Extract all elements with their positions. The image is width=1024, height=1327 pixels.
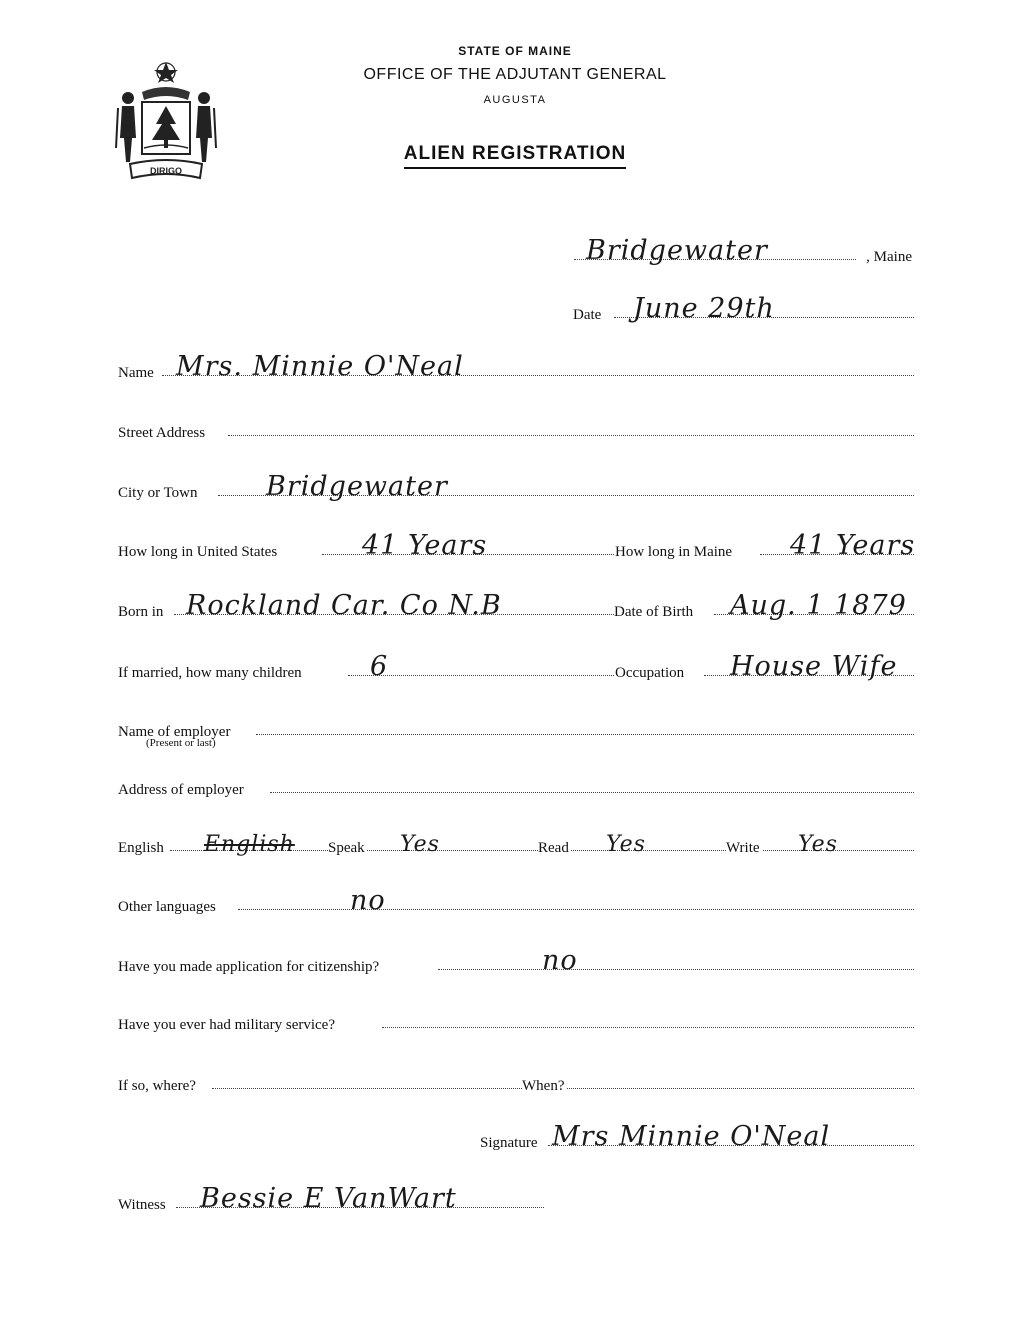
witness-value[interactable]: Bessie E VanWart <box>200 1183 457 1214</box>
signature-label: Signature <box>480 1135 538 1151</box>
born-value[interactable]: Rockland Car. Co N.B <box>186 590 502 621</box>
signature-row <box>118 1121 914 1154</box>
children-value[interactable]: 6 <box>370 651 389 682</box>
us-value[interactable]: 41 Years <box>362 530 488 561</box>
date-value: June 29th <box>633 293 775 324</box>
military-row <box>118 1006 914 1036</box>
born-label: Born in <box>118 604 164 620</box>
us-label: How long in United States <box>118 544 278 560</box>
employer-address-label: Address of employer <box>118 782 244 798</box>
other-languages-row <box>118 885 914 918</box>
occupation-value[interactable]: House Wife <box>730 651 898 682</box>
name-value[interactable]: Mrs. Minnie O'Neal <box>176 351 464 382</box>
city-value[interactable]: Bridgewater <box>266 471 448 502</box>
date-row <box>118 293 914 326</box>
service-detail-row <box>118 1067 914 1097</box>
other-languages-value[interactable]: no <box>350 885 386 916</box>
read-value[interactable]: Yes <box>606 832 646 857</box>
street-label: Street Address <box>118 425 206 441</box>
place-row <box>118 235 914 268</box>
read-label: Read <box>538 840 569 856</box>
write-value[interactable]: Yes <box>798 832 838 857</box>
employer-label: Name of employer <box>118 724 231 740</box>
header-city: AUGUSTA <box>483 94 547 106</box>
place-value: Bridgewater <box>586 235 768 266</box>
children-label: If married, how many children <box>118 665 302 681</box>
when-label: When? <box>522 1078 565 1094</box>
dob-value[interactable]: Aug. 1 1879 <box>730 590 907 621</box>
speak-value[interactable]: Yes <box>400 832 440 857</box>
english-row <box>118 829 914 859</box>
where-label: If so, where? <box>118 1078 196 1094</box>
employer-sublabel: (Present or last) <box>146 737 216 749</box>
header-state: STATE OF MAINE <box>458 44 572 58</box>
date-label: Date <box>573 307 602 323</box>
witness-label: Witness <box>118 1197 166 1213</box>
english-value[interactable]: English <box>204 832 295 857</box>
form-title-text: ALIEN REGISTRATION <box>404 143 626 169</box>
form-title <box>330 143 700 165</box>
maine-value[interactable]: 41 Years <box>790 530 916 561</box>
other-languages-label: Other languages <box>118 899 216 915</box>
maine-state-seal-icon <box>112 58 220 186</box>
city-label: City or Town <box>118 485 198 501</box>
family-row <box>118 651 914 684</box>
birth-row <box>118 590 914 623</box>
name-row <box>118 351 914 384</box>
maine-label: How long in Maine <box>615 544 733 560</box>
street-row <box>118 414 914 444</box>
dob-label: Date of Birth <box>614 604 694 620</box>
city-row <box>118 471 914 504</box>
seal-motto: DIRIGO <box>149 166 183 176</box>
occupation-label: Occupation <box>615 665 685 681</box>
header-office: OFFICE OF THE ADJUTANT GENERAL <box>363 66 667 83</box>
place-suffix: , Maine <box>866 249 912 265</box>
citizenship-row <box>118 945 914 978</box>
speak-label: Speak <box>328 840 365 856</box>
witness-row <box>118 1183 544 1216</box>
military-label: Have you ever had military service? <box>118 1017 335 1033</box>
citizenship-label: Have you made application for citizenship? <box>118 959 380 975</box>
employer-row <box>118 713 914 743</box>
name-label: Name <box>118 365 154 381</box>
write-label: Write <box>726 840 760 856</box>
citizenship-value[interactable]: no <box>542 945 578 976</box>
signature-value[interactable]: Mrs Minnie O'Neal <box>552 1121 831 1152</box>
residence-row <box>118 530 916 563</box>
english-label: English <box>118 840 164 856</box>
employer-address-row <box>118 771 914 801</box>
